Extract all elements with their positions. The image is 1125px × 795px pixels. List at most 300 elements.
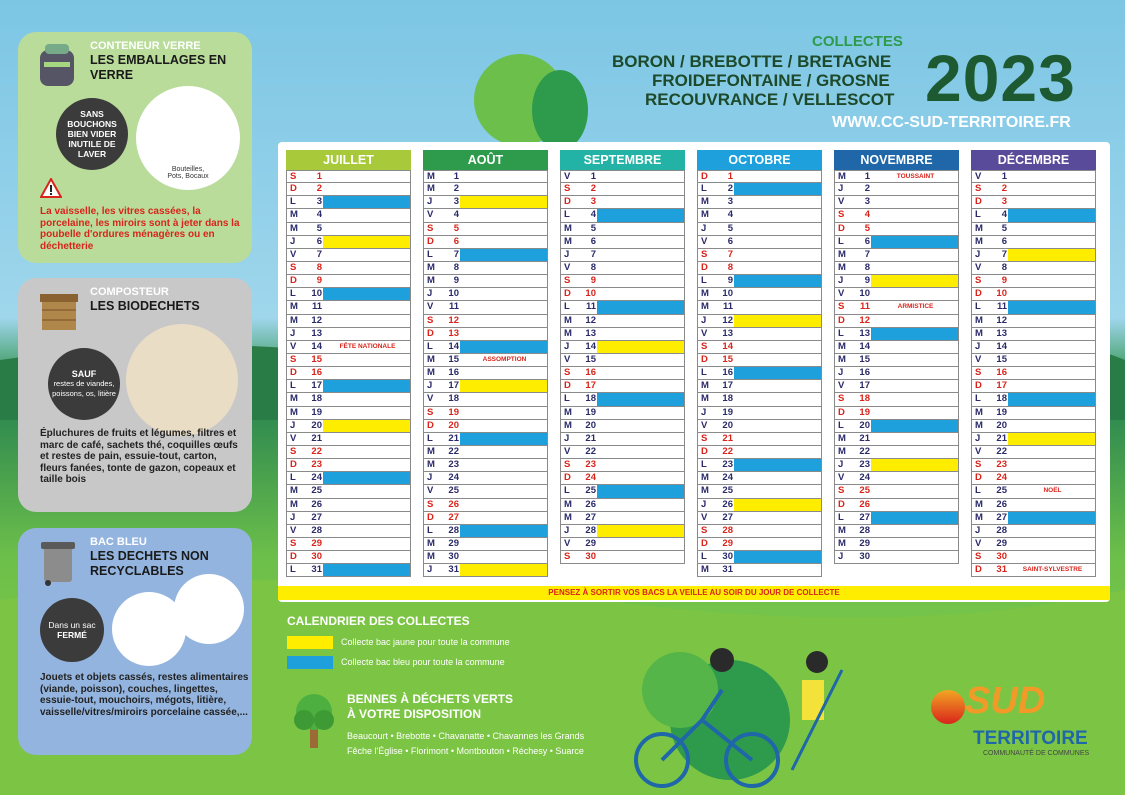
day-row <box>561 538 684 551</box>
day-number: 30 <box>996 551 1007 563</box>
day-event <box>736 564 821 576</box>
day-event <box>736 472 821 484</box>
day-number: 17 <box>448 380 459 392</box>
glass-container-icon <box>30 40 86 90</box>
day-number: 2 <box>453 183 459 195</box>
day-letter: V <box>838 288 845 300</box>
day-letter: S <box>290 353 297 365</box>
day-number: 30 <box>722 551 733 563</box>
day-letter: V <box>975 353 982 365</box>
day-event <box>325 328 410 340</box>
yellow-collection-bar <box>460 380 547 392</box>
day-number: 6 <box>453 235 459 247</box>
day-number: 16 <box>722 367 733 379</box>
website-link[interactable]: WWW.CC-SUD-TERRITOIRE.FR <box>832 114 1071 131</box>
day-letter: S <box>701 248 708 260</box>
day-event <box>462 551 547 563</box>
day-row <box>287 367 410 380</box>
day-letter: D <box>838 222 845 234</box>
day-number: 21 <box>585 432 596 444</box>
month-column <box>697 150 822 577</box>
card-bleu <box>18 528 252 755</box>
day-row <box>698 170 821 183</box>
day-letter: J <box>975 524 981 536</box>
day-letter: L <box>701 367 707 379</box>
day-number: 2 <box>316 183 322 195</box>
blue-collection-bar <box>460 433 547 445</box>
day-number: 24 <box>585 472 596 484</box>
day-letter: J <box>290 419 296 431</box>
day-number: 20 <box>585 419 596 431</box>
day-row <box>561 551 684 564</box>
day-letter: S <box>701 432 708 444</box>
day-letter: V <box>838 472 845 484</box>
day-event <box>873 341 958 353</box>
day-row <box>698 275 821 288</box>
day-letter: L <box>290 196 296 208</box>
day-letter: M <box>427 275 435 287</box>
day-event <box>736 223 821 235</box>
day-letter: J <box>838 183 844 195</box>
day-event <box>599 551 684 563</box>
day-number: 27 <box>311 511 322 523</box>
day-row <box>972 407 1095 420</box>
day-event <box>873 551 958 563</box>
day-event: FÊTE NATIONALE <box>339 342 396 350</box>
day-event <box>1010 420 1095 432</box>
day-number: 14 <box>722 340 733 352</box>
verre-photo <box>136 86 240 190</box>
blue-collection-bar <box>323 196 410 208</box>
day-number: 31 <box>311 564 322 576</box>
month-days <box>697 170 822 577</box>
day-letter: M <box>427 261 435 273</box>
day-event <box>736 249 821 261</box>
day-row <box>972 328 1095 341</box>
day-row <box>287 538 410 551</box>
day-letter: S <box>838 485 845 497</box>
day-row <box>835 393 958 406</box>
day-number: 15 <box>996 353 1007 365</box>
day-row <box>972 354 1095 367</box>
day-letter: J <box>427 288 433 300</box>
month-days <box>834 170 959 564</box>
day-row <box>424 446 547 459</box>
day-number: 18 <box>722 393 733 405</box>
compost-kicker: COMPOSTEUR <box>90 286 169 298</box>
day-row <box>835 459 958 472</box>
day-number: 17 <box>859 380 870 392</box>
day-number: 9 <box>316 275 322 287</box>
day-event <box>1010 315 1095 327</box>
day-event <box>462 209 547 221</box>
year: 2023 <box>925 41 1076 115</box>
day-letter: D <box>290 367 297 379</box>
month-header: AOÛT <box>423 150 548 170</box>
day-row <box>424 420 547 433</box>
day-row <box>287 183 410 196</box>
day-row <box>972 393 1095 406</box>
day-letter: L <box>564 301 570 313</box>
day-event <box>736 433 821 445</box>
blue-collection-bar <box>597 485 684 497</box>
day-event <box>599 512 684 524</box>
day-number: 10 <box>996 288 1007 300</box>
day-event <box>736 328 821 340</box>
day-number: 25 <box>311 485 322 497</box>
day-number: 12 <box>448 314 459 326</box>
day-number: 27 <box>585 511 596 523</box>
day-letter: M <box>701 472 709 484</box>
day-letter: D <box>701 353 708 365</box>
day-number: 30 <box>585 551 596 563</box>
day-letter: M <box>427 171 435 182</box>
day-row <box>972 446 1095 459</box>
day-event <box>599 499 684 511</box>
bleu-bubble-b: FERMÉ <box>57 630 87 640</box>
day-letter: M <box>290 314 298 326</box>
day-letter: S <box>427 498 434 510</box>
day-number: 25 <box>722 485 733 497</box>
day-letter: D <box>427 511 434 523</box>
day-number: 8 <box>316 261 322 273</box>
day-number: 17 <box>585 380 596 392</box>
day-number: 3 <box>727 196 733 208</box>
card-compost <box>18 278 252 512</box>
day-number: 10 <box>585 288 596 300</box>
day-row <box>835 183 958 196</box>
day-letter: V <box>564 261 571 273</box>
day-letter: L <box>564 393 570 405</box>
day-event <box>462 407 547 419</box>
day-row <box>561 367 684 380</box>
day-row <box>561 512 684 525</box>
day-row <box>972 249 1095 262</box>
day-letter: J <box>701 222 707 234</box>
day-letter: M <box>838 445 846 457</box>
day-event <box>1010 236 1095 248</box>
day-number: 3 <box>1001 196 1007 208</box>
day-number: 30 <box>859 551 870 563</box>
day-letter: D <box>975 472 982 484</box>
day-letter: M <box>838 537 846 549</box>
bennes-line-2: Fêche l'Église • Florimont • Montbouton • Réchesy • Suarce <box>347 746 584 756</box>
day-event <box>325 209 410 221</box>
day-row <box>561 301 684 314</box>
day-letter: M <box>564 327 572 339</box>
day-letter: J <box>975 340 981 352</box>
day-letter: M <box>975 327 983 339</box>
day-letter: J <box>427 564 433 576</box>
day-row <box>972 275 1095 288</box>
blue-collection-bar <box>734 367 821 379</box>
day-row <box>835 315 958 328</box>
day-event <box>736 236 821 248</box>
yellow-collection-bar <box>460 564 547 576</box>
day-event <box>325 499 410 511</box>
day-letter: M <box>564 406 572 418</box>
day-event <box>873 262 958 274</box>
month-column <box>423 150 548 577</box>
day-letter: L <box>838 511 844 523</box>
month-column <box>286 150 411 577</box>
day-row <box>835 446 958 459</box>
day-event <box>462 275 547 287</box>
day-number: 22 <box>448 445 459 457</box>
day-row <box>972 367 1095 380</box>
day-event <box>325 249 410 261</box>
day-event <box>462 485 547 497</box>
day-number: 11 <box>448 301 459 313</box>
day-row <box>698 354 821 367</box>
day-row <box>561 472 684 485</box>
day-letter: M <box>701 301 709 313</box>
yellow-collection-bar <box>734 499 821 511</box>
day-row <box>972 196 1095 209</box>
logo-word-1: SUD <box>965 680 1046 722</box>
verre-kicker: CONTENEUR VERRE <box>90 40 201 52</box>
day-row <box>424 564 547 577</box>
day-event <box>873 249 958 261</box>
day-letter: M <box>975 419 983 431</box>
blue-collection-bar <box>734 183 821 195</box>
day-number: 12 <box>585 314 596 326</box>
day-row <box>561 525 684 538</box>
day-event <box>873 393 958 405</box>
day-number: 9 <box>1001 275 1007 287</box>
day-row <box>287 485 410 498</box>
day-letter: D <box>975 564 982 576</box>
day-number: 20 <box>311 419 322 431</box>
day-letter: S <box>564 275 571 287</box>
day-letter: M <box>838 524 846 536</box>
yellow-collection-bar <box>597 341 684 353</box>
blue-collection-bar <box>734 551 821 563</box>
day-number: 9 <box>864 275 870 287</box>
day-letter: D <box>427 327 434 339</box>
day-row <box>972 512 1095 525</box>
day-row <box>561 315 684 328</box>
day-letter: M <box>975 511 983 523</box>
day-event <box>325 525 410 537</box>
day-letter: L <box>427 340 433 352</box>
blue-collection-bar <box>871 328 958 340</box>
bleu-kicker: BAC BLEU <box>90 536 147 548</box>
verre-bubble: SANS BOUCHONS BIEN VIDER INUTILE DE LAVER <box>56 98 128 170</box>
day-letter: D <box>427 419 434 431</box>
day-event <box>599 275 684 287</box>
day-row <box>835 472 958 485</box>
day-number: 8 <box>590 261 596 273</box>
day-row <box>698 380 821 393</box>
day-letter: V <box>975 261 982 273</box>
day-number: 4 <box>453 209 459 221</box>
day-row <box>698 459 821 472</box>
day-row <box>561 328 684 341</box>
day-number: 7 <box>316 248 322 260</box>
day-letter: L <box>975 485 981 497</box>
day-letter: V <box>427 209 434 221</box>
day-row <box>698 446 821 459</box>
day-letter: J <box>701 498 707 510</box>
day-row <box>424 472 547 485</box>
day-row <box>561 393 684 406</box>
day-number: 19 <box>585 406 596 418</box>
day-letter: D <box>701 445 708 457</box>
yellow-collection-bar <box>871 275 958 287</box>
day-letter: D <box>427 235 434 247</box>
day-number: 3 <box>316 196 322 208</box>
day-event <box>873 367 958 379</box>
day-row <box>561 341 684 354</box>
day-letter: D <box>701 261 708 273</box>
day-event <box>462 328 547 340</box>
day-number: 23 <box>859 459 870 471</box>
day-number: 1 <box>316 171 322 182</box>
day-letter: J <box>564 524 570 536</box>
day-row <box>424 538 547 551</box>
month-days <box>560 170 685 564</box>
day-event <box>736 262 821 274</box>
day-event <box>325 183 410 195</box>
card-verre <box>18 32 252 263</box>
day-letter: M <box>290 485 298 497</box>
day-row <box>835 538 958 551</box>
day-letter: D <box>564 196 571 208</box>
yellow-collection-bar <box>734 315 821 327</box>
day-event <box>462 459 547 471</box>
day-number: 4 <box>316 209 322 221</box>
day-number: 5 <box>1001 222 1007 234</box>
logo <box>905 680 1095 770</box>
day-number: 12 <box>859 314 870 326</box>
day-letter: M <box>290 393 298 405</box>
day-letter: M <box>838 171 846 182</box>
logo-word-3: COMMUNAUTÉ DE COMMUNES <box>983 750 1090 757</box>
day-letter: S <box>975 551 982 563</box>
day-row <box>287 512 410 525</box>
day-letter: V <box>838 196 845 208</box>
compost-photo <box>126 324 238 436</box>
day-row <box>972 262 1095 275</box>
day-letter: V <box>975 171 982 182</box>
day-number: 7 <box>1001 248 1007 260</box>
day-event <box>1010 262 1095 274</box>
day-row <box>972 551 1095 564</box>
day-number: 7 <box>864 248 870 260</box>
day-event <box>736 512 821 524</box>
day-event <box>873 209 958 221</box>
day-row <box>424 485 547 498</box>
day-letter: V <box>701 235 708 247</box>
day-number: 5 <box>590 222 596 234</box>
day-letter: D <box>290 275 297 287</box>
day-event <box>736 288 821 300</box>
day-number: 26 <box>859 498 870 510</box>
day-letter: M <box>290 222 298 234</box>
blue-collection-bar <box>323 564 410 576</box>
day-row <box>972 301 1095 314</box>
day-event <box>873 288 958 300</box>
logo-sun <box>931 690 965 724</box>
commune-line-1: BORON / BREBOTTE / BRETAGNE <box>612 52 892 71</box>
day-number: 21 <box>722 432 733 444</box>
day-row <box>424 499 547 512</box>
day-number: 15 <box>585 353 596 365</box>
day-event <box>325 262 410 274</box>
day-number: 2 <box>1001 183 1007 195</box>
day-number: 2 <box>727 183 733 195</box>
day-number: 14 <box>585 340 596 352</box>
day-row <box>424 341 547 354</box>
day-letter: J <box>290 511 296 523</box>
legend-yellow-label: Collecte bac jaune pour toute la commune <box>341 637 510 647</box>
day-number: 26 <box>722 498 733 510</box>
day-row <box>835 525 958 538</box>
legend-blue-swatch <box>287 656 333 669</box>
day-letter: M <box>975 498 983 510</box>
day-number: 28 <box>996 524 1007 536</box>
day-row <box>287 196 410 209</box>
day-letter: M <box>701 485 709 497</box>
day-letter: M <box>427 353 435 365</box>
day-number: 8 <box>1001 261 1007 273</box>
day-event <box>325 223 410 235</box>
day-number: 25 <box>585 485 596 497</box>
day-letter: S <box>838 301 845 313</box>
day-letter: S <box>564 183 571 195</box>
day-row <box>972 459 1095 472</box>
day-letter: V <box>701 511 708 523</box>
day-row <box>424 196 547 209</box>
day-event <box>873 354 958 366</box>
day-row <box>698 525 821 538</box>
day-letter: S <box>838 393 845 405</box>
day-letter: M <box>564 498 572 510</box>
day-row <box>698 367 821 380</box>
day-letter: J <box>427 472 433 484</box>
day-letter: V <box>701 419 708 431</box>
day-letter: M <box>838 432 846 444</box>
day-row <box>835 380 958 393</box>
day-row <box>424 315 547 328</box>
day-event <box>599 433 684 445</box>
blue-collection-bar <box>1008 393 1095 405</box>
day-row <box>287 446 410 459</box>
day-number: 1 <box>727 171 733 182</box>
day-row <box>561 223 684 236</box>
day-row <box>287 328 410 341</box>
day-row <box>972 288 1095 301</box>
day-event <box>736 485 821 497</box>
month-column <box>971 150 1096 577</box>
day-row <box>698 249 821 262</box>
day-number: 8 <box>453 261 459 273</box>
day-event <box>599 459 684 471</box>
day-number: 19 <box>996 406 1007 418</box>
day-row <box>835 170 958 183</box>
day-number: 1 <box>453 171 459 182</box>
calendar-grid <box>278 142 1110 602</box>
day-letter: S <box>427 222 434 234</box>
verre-warning: La vaisselle, les vitres cassées, la porcelaine, les miroirs sont à jeter dans la poubelle d'ordures ménagères ou en déchetterie <box>40 206 240 252</box>
day-letter: M <box>427 537 435 549</box>
day-row <box>972 209 1095 222</box>
day-row <box>835 499 958 512</box>
day-number: 25 <box>448 485 459 497</box>
day-number: 13 <box>996 327 1007 339</box>
day-row <box>698 472 821 485</box>
